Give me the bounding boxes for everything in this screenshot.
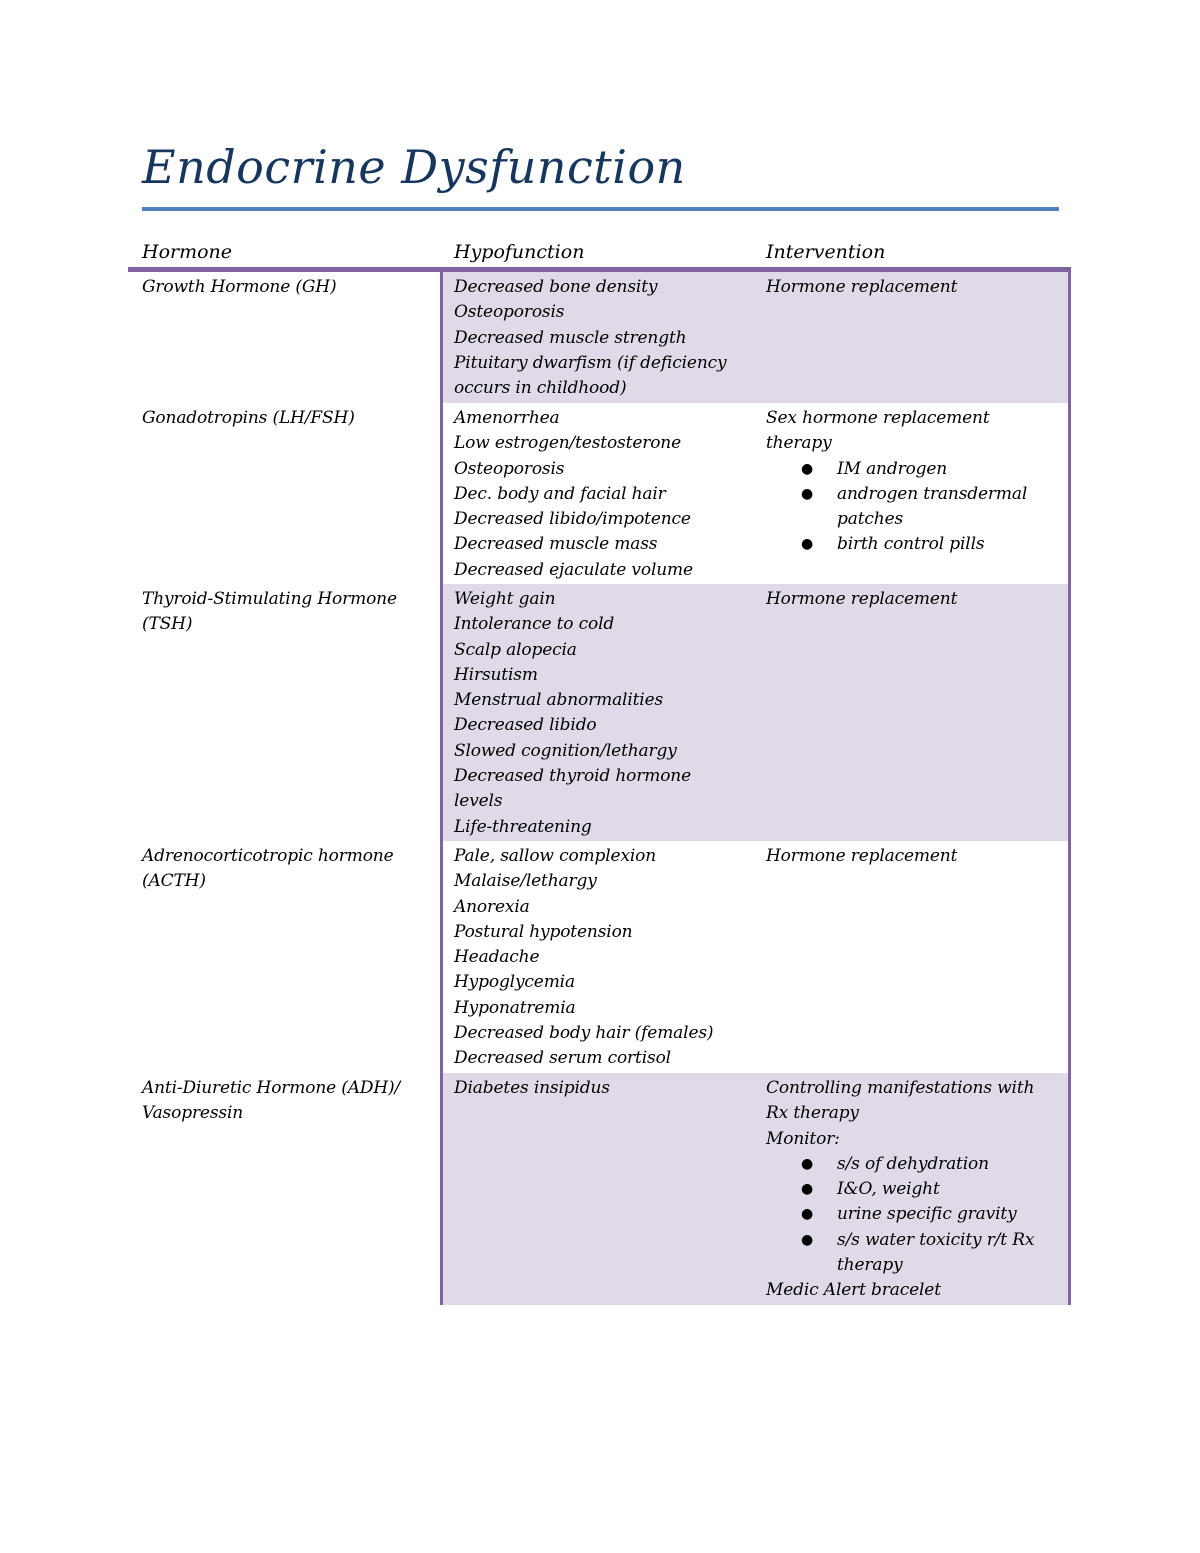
hypofunction-item: Hirsutism [454, 664, 538, 685]
bullet-icon: ● [801, 1206, 814, 1223]
hypofunction-item: Pale, sallow complexion [454, 846, 657, 866]
hypofunction-item: Life-threatening [454, 816, 592, 837]
intervention-bullet-text: s/s water toxicity r/t Rx [837, 1229, 1035, 1250]
intervention-bullet [766, 457, 1062, 482]
bullet-icon: ● [801, 460, 814, 477]
intervention-bullet-text: patches [837, 509, 904, 530]
hypofunction-item: Malaise/lethargy [454, 871, 597, 892]
bullet-icon: ● [801, 1231, 814, 1248]
bullet-icon: ● [801, 1155, 814, 1172]
hormone-name: Vasopressin [142, 1103, 244, 1124]
table-border-left [440, 403, 443, 584]
hypofunction-item: Weight gain [454, 589, 556, 609]
intervention-text: Hormone replacement [766, 277, 958, 297]
hypofunction-item: Slowed cognition/lethargy [454, 740, 677, 761]
intervention-text: Monitor: [766, 1128, 840, 1149]
hypofunction-item: Amenorrhea [454, 408, 560, 428]
intervention-cell [766, 1076, 1062, 1304]
hypofunction-item: Headache [454, 947, 540, 968]
hypofunction-item: Low estrogen/testosterone [454, 433, 681, 454]
intervention-bullet [766, 532, 1062, 557]
hypofunction-item: Hypoglycemia [454, 972, 575, 993]
hypofunction-cell [454, 406, 754, 583]
intervention-bullet-text: IM androgen [837, 458, 948, 479]
table-border-right [1068, 584, 1071, 841]
intervention-bullet-text: s/s of dehydration [837, 1153, 989, 1174]
hypofunction-item: Menstrual abnormalities [454, 690, 664, 711]
hormone-name: (TSH) [142, 614, 193, 635]
hormone-cell [142, 406, 432, 431]
intervention-text: Rx therapy [766, 1103, 859, 1124]
hypofunction-cell [454, 844, 754, 1072]
intervention-cell [766, 844, 1062, 869]
hypofunction-item: Decreased serum cortisol [454, 1048, 671, 1069]
table-border-right [1068, 272, 1071, 403]
page-title: Endocrine Dysfunction [142, 140, 686, 194]
hypofunction-item: Scalp alopecia [454, 639, 577, 660]
hypofunction-item: Osteoporosis [454, 302, 565, 323]
hypofunction-item: Hyponatremia [454, 997, 576, 1018]
table-header [142, 241, 1070, 267]
hypofunction-item: occurs in childhood) [454, 378, 627, 399]
intervention-text: therapy [766, 433, 832, 454]
header-hypofunction: Hypofunction [454, 241, 585, 263]
intervention-bullet [766, 482, 1062, 533]
table-border-right [1068, 403, 1071, 584]
header-intervention: Intervention [766, 241, 886, 263]
intervention-bullet-text: androgen transdermal [837, 483, 1028, 504]
hypofunction-item: Postural hypotension [454, 921, 633, 942]
intervention-cell [766, 406, 1062, 558]
hypofunction-item: Intolerance to cold [454, 614, 615, 635]
hormone-name: (ACTH) [142, 871, 206, 892]
intervention-bullet [766, 1202, 1062, 1227]
hypofunction-item: levels [454, 791, 503, 812]
hypofunction-item: Decreased muscle strength [454, 327, 687, 348]
table-row [128, 403, 1071, 584]
hypofunction-item: Decreased bone density [454, 277, 658, 297]
hormone-cell [142, 1076, 432, 1127]
table-border-right [1068, 841, 1071, 1073]
header-hormone: Hormone [142, 241, 233, 263]
table-border-left [440, 272, 443, 403]
title-underline [142, 207, 1059, 211]
intervention-bullet-text: I&O, weight [837, 1179, 940, 1200]
hypofunction-item: Osteoporosis [454, 458, 565, 479]
hormone-name: Growth Hormone (GH) [142, 277, 337, 297]
intervention-text: Medic Alert bracelet [766, 1280, 941, 1301]
intervention-cell [766, 587, 1062, 612]
hypofunction-item: Diabetes insipidus [454, 1078, 610, 1098]
table-row [128, 841, 1071, 1073]
table-border-left [440, 584, 443, 841]
table-row [128, 1073, 1071, 1305]
hypofunction-cell [454, 1076, 754, 1101]
hormone-name: Adrenocorticotropic hormone [142, 846, 394, 866]
hormone-cell [142, 587, 432, 638]
hypofunction-item: Decreased ejaculate volume [454, 559, 693, 580]
intervention-bullet-text: therapy [837, 1255, 903, 1276]
table-border-left [440, 841, 443, 1073]
hypofunction-item: Decreased muscle mass [454, 534, 658, 555]
hypofunction-item: Dec. body and facial hair [454, 483, 666, 504]
hypofunction-item: Decreased body hair (females) [454, 1023, 714, 1044]
table-border-right [1068, 1073, 1071, 1305]
intervention-bullet [766, 1228, 1062, 1279]
endocrine-table [128, 272, 1071, 1305]
hypofunction-item: Decreased libido/impotence [454, 509, 691, 530]
hormone-cell [142, 275, 432, 300]
table-row [128, 272, 1071, 403]
intervention-bullet-text: birth control pills [837, 534, 985, 555]
hypofunction-item: Anorexia [454, 896, 530, 917]
hormone-name: Thyroid-Stimulating Hormone [142, 589, 397, 609]
hypofunction-cell [454, 587, 754, 840]
intervention-bullet-text: urine specific gravity [837, 1204, 1017, 1225]
intervention-text: Hormone replacement [766, 589, 958, 609]
hypofunction-item: Decreased thyroid hormone [454, 766, 691, 787]
bullet-icon: ● [801, 536, 814, 553]
intervention-cell [766, 275, 1062, 300]
intervention-text: Hormone replacement [766, 846, 958, 866]
intervention-bullet [766, 1152, 1062, 1177]
table-row [128, 584, 1071, 841]
intervention-text: Controlling manifestations with [766, 1078, 1035, 1098]
hormone-name: Gonadotropins (LH/FSH) [142, 408, 355, 428]
bullet-icon: ● [801, 485, 814, 502]
hypofunction-item: Decreased libido [454, 715, 597, 736]
hormone-name: Anti-Diuretic Hormone (ADH)/ [142, 1078, 401, 1098]
table-border-left [440, 1073, 443, 1305]
hypofunction-cell [454, 275, 754, 401]
intervention-bullet [766, 1177, 1062, 1202]
hormone-cell [142, 844, 432, 895]
intervention-text: Sex hormone replacement [766, 408, 990, 428]
bullet-icon: ● [801, 1181, 814, 1198]
hypofunction-item: Pituitary dwarfism (if deficiency [454, 352, 727, 373]
